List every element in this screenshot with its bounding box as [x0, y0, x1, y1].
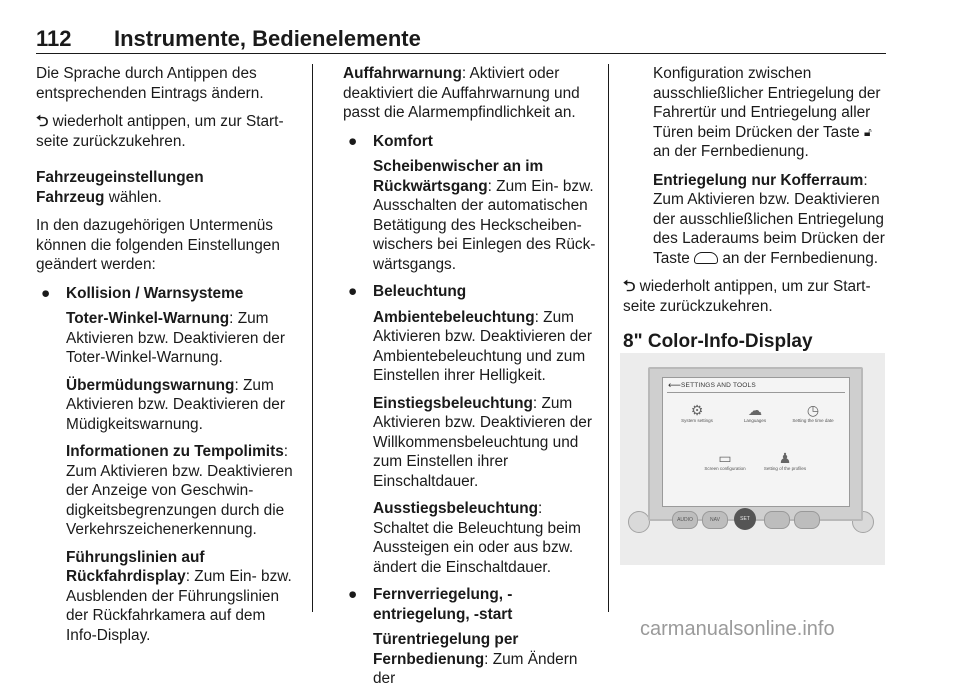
setting-item: [653, 171, 888, 269]
watermark: carmanualsonline.info: [640, 618, 835, 640]
back-arrow-icon: ⮌: [623, 278, 636, 295]
back-text: wiederholt antippen, um zur Startseite zurückzukehren.: [36, 113, 284, 150]
column-divider-2: [608, 64, 609, 612]
bullet-collision: [36, 284, 298, 646]
setting-item: [66, 442, 298, 540]
setting-item: [373, 630, 599, 689]
column-2: [343, 64, 599, 697]
page-header: [36, 10, 886, 50]
hw-button: [794, 511, 820, 529]
set-button: SET: [734, 508, 756, 530]
setting-term: Ambientebeleuchtung: [373, 308, 535, 326]
screen-divider: [667, 392, 845, 393]
tile-screen-config: [703, 450, 747, 472]
setting-term: Übermüdungswarnung: [66, 376, 235, 394]
setting-text: : Zum Ein- bzw. Ausblenden der Führungslinien der Rückfahrkamera auf dem Info-Display.: [66, 568, 292, 644]
screen-title: SETTINGS AND TOOLS: [681, 382, 756, 389]
language-icon: ☁: [748, 402, 762, 418]
nav-button: NAV: [702, 511, 728, 529]
hardware-buttons: [672, 511, 822, 529]
screen-frame: [648, 367, 863, 521]
continued-block: [623, 64, 888, 268]
setting-term: Führungslinien auf Rückfahrdisplay: [66, 548, 205, 585]
bullet-title: Kollision / Warnsysteme: [66, 284, 244, 302]
screen-icon: ▭: [718, 450, 732, 466]
setting-item: [343, 64, 599, 123]
setting-item: [373, 499, 599, 577]
column-3: [623, 64, 888, 354]
back-text: wiederholt antippen, um zur Startseite zurückzukehren.: [623, 278, 871, 315]
setting-term: Türentriegelung per Fernbedienung: [373, 631, 519, 668]
setting-item: [373, 308, 599, 386]
tile-label: Languages: [743, 418, 767, 423]
setting-text: : Zum Aktivieren bzw. Deaktivieren der ausschließlichen Entriegelung des Laderaums beim Drücken der Taste: [653, 171, 885, 267]
setting-text: : Zum Ein- bzw. Ausschalten der automatischen Betätigung des Heckscheibenwischers bei Einlegen des Rückwärtsgangs.: [373, 177, 596, 273]
setting-item: [66, 309, 298, 368]
trunk-key-icon: [694, 252, 718, 264]
bullet-dot: ●: [41, 284, 51, 302]
back-arrow-icon: ⮌: [36, 113, 49, 130]
back-paragraph: [36, 112, 298, 151]
select-paragraph: [36, 188, 298, 208]
setting-item: [66, 376, 298, 435]
tile-profiles: [763, 450, 807, 472]
intro-paragraph: Die Sprache durch Antippen des entsprechenden Eintrags ändern.: [36, 65, 264, 102]
bullet-dot: ●: [348, 132, 358, 150]
setting-text: : Zum Ändern der: [373, 650, 578, 687]
setting-term: Scheibenwischer an im Rückwärtsgang: [373, 158, 544, 195]
setting-term: Entriegelung nur Kofferraum: [653, 171, 864, 189]
section-title: 8" Color-Info-Display: [623, 331, 813, 352]
setting-text: : Zum Aktivieren bzw. Deaktivieren der Toter-Winkel-Warnung.: [66, 310, 285, 366]
hw-button: [764, 511, 790, 529]
bullet-title: Beleuchtung: [373, 283, 467, 300]
column-divider-1: [312, 64, 313, 612]
setting-item: [373, 157, 599, 274]
tile-label: Screen configuration: [704, 466, 746, 471]
continued-text: [653, 64, 888, 162]
section-heading: Fahrzeugeinstellungen: [36, 169, 204, 186]
info-display-screen: [662, 377, 850, 507]
bullet-komfort: [343, 132, 599, 275]
setting-item: [373, 394, 599, 492]
profile-icon: ♟: [778, 450, 792, 466]
bullet-title: Fernverriegelung, -entriegelung, -start: [373, 586, 513, 623]
column-1: [36, 64, 298, 653]
tile-label: System settings: [681, 418, 713, 423]
setting-term: Auffahrwarnung: [343, 65, 462, 82]
bullet-title: Komfort: [373, 132, 433, 150]
setting-text: : Zum Aktivieren bzw. Deaktivieren der Willkommensbeleuchtung und zum Einstellen ihrer Einschaltdauer.: [373, 394, 592, 490]
tile-time-date: [791, 402, 835, 424]
continued-body: Konfiguration zwischen ausschließlicher Entriegelung der Fahrertür und Entriegelung aller Türen beim Drücken der Taste: [653, 65, 881, 141]
bullet-lighting: [343, 282, 599, 577]
setting-term: Einstiegsbeleuchtung: [373, 394, 533, 412]
bullet-remote: [343, 585, 599, 689]
header-rule: [36, 53, 886, 54]
tile-languages: [733, 402, 777, 424]
audio-button: AUDIO: [672, 511, 698, 529]
tile-system-settings: [675, 402, 719, 424]
setting-text: : Zum Aktivieren bzw. Deaktivieren der Ambientebeleuchtung und zum Einstellen ihrer Helligkeit.: [373, 308, 592, 384]
continued-end: an der Fernbedienung.: [653, 143, 809, 160]
setting-text-end: an der Fernbedienung.: [718, 249, 879, 267]
lead-paragraph: In den dazugehörigen Untermenüs können die folgenden Einstellungen geändert werden:: [36, 217, 280, 273]
setting-term: Informationen zu Tempolimits: [66, 443, 284, 460]
running-title: Instrumente, Bedienelemente: [114, 26, 421, 51]
select-rest: wählen.: [104, 188, 162, 206]
setting-text: : Zum Aktivieren bzw. Deaktivieren der Müdigkeitswarnung.: [66, 376, 285, 433]
setting-term: Toter-Winkel-Warnung: [66, 310, 230, 327]
bullet-dot: ●: [348, 283, 358, 300]
setting-text: : Schaltet die Beleuchtung beim Aussteigen ein oder aus bzw. ändert die Einschaltdauer.: [373, 500, 581, 576]
setting-text: : Aktiviert oder deaktiviert die Auffahrwarnung und passt die Alarmempfindlichkeit an.: [343, 65, 580, 121]
gear-icon: ⚙: [690, 402, 704, 418]
unlock-key-icon: 🔓︎: [864, 124, 872, 139]
display-photo: [620, 353, 885, 565]
tile-label: Setting of the profiles: [763, 466, 807, 471]
tile-label: Setting the time date: [792, 418, 834, 423]
bullet-dot: ●: [348, 586, 358, 603]
back-arrow-icon: ⟵: [668, 380, 681, 390]
left-knob: [628, 511, 650, 533]
select-term: Fahrzeug: [36, 188, 105, 206]
back-paragraph: [623, 277, 888, 316]
setting-text: : Zum Aktivieren bzw. Deaktivieren der Anzeige von Geschwindigkeitsbegrenzungen durch die Verkehrszeichenerkennung.: [66, 443, 293, 538]
clock-icon: ◷: [806, 402, 820, 418]
page-number: 112: [36, 26, 72, 51]
setting-item: [66, 548, 298, 646]
setting-term: Ausstiegsbeleuchtung: [373, 500, 539, 517]
